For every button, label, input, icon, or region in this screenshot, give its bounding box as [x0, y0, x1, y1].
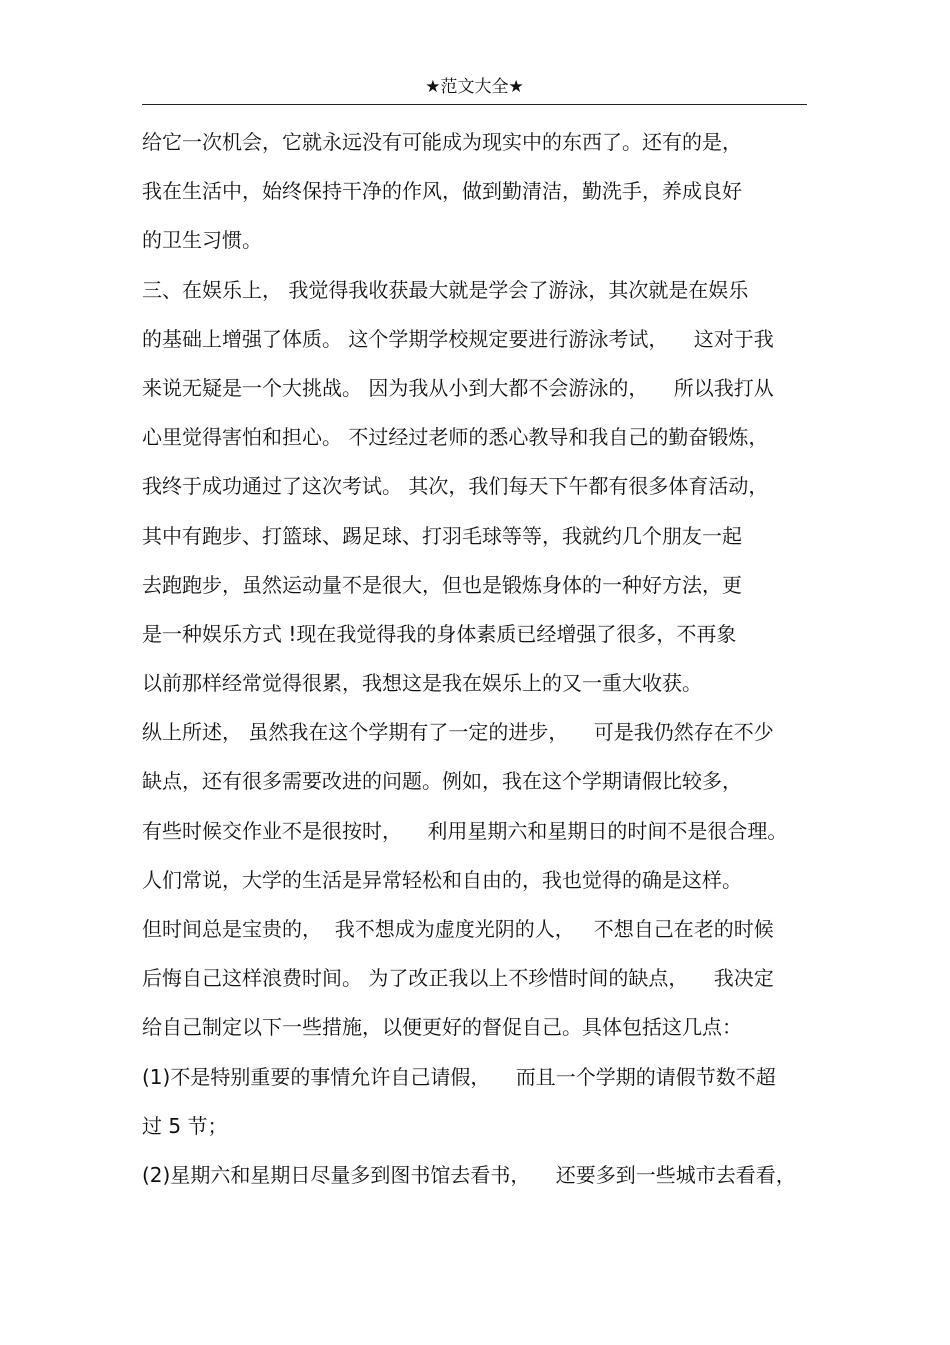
text-line: 以前那样经常觉得很累，我想这是我在娱乐上的又一重大收获。: [142, 671, 702, 696]
text-line: 三、在娱乐上， 我觉得我收获最大就是学会了游泳，其次就是在娱乐: [142, 277, 749, 302]
text-line: 过 5 节；: [142, 1113, 228, 1138]
text-line: 人们常说，大学的生活是异常轻松和自由的，我也觉得的确是这样。: [142, 867, 742, 892]
text-line: 我在生活中，始终保持干净的作风，做到勤清洁，勤洗手，养成良好: [142, 179, 742, 204]
header-title: ★范文大全★: [425, 77, 524, 97]
text-line: 给自己制定以下一些措施，以便更好的督促自己。具体包括这几点：: [142, 1015, 742, 1040]
text-line: 后悔自己这样浪费时间。 为了改正我以上不珍惜时间的缺点， 我决定: [142, 966, 774, 991]
text-line: (1)不是特别重要的事情允许自己请假， 而且一个学期的请假节数不超: [142, 1064, 776, 1089]
text-line: 但时间总是宝贵的， 我不想成为虚度光阴的人， 不想自己在老的时候: [142, 917, 774, 941]
text-line: 给它一次机会，它就永远没有可能成为现实中的东西了。还有的是，: [142, 130, 742, 154]
text-line: 去跑跑步，虽然运动量不是很大，但也是锻炼身体的一种好方法，更: [142, 572, 742, 597]
text-line: 我终于成功通过了这次考试。 其次，我们每天下午都有很多体育活动，: [142, 474, 769, 499]
text-line: 纵上所述， 虽然我在这个学期有了一定的进步， 可是我仍然存在不少: [142, 720, 774, 745]
document-body: [142, 118, 812, 1200]
text-line: (2)星期六和星期日尽量多到图书馆去看书， 还要多到一些城市去看看，: [142, 1162, 796, 1187]
header-divider: [142, 104, 807, 105]
text-line: 的卫生习惯。: [142, 228, 262, 253]
text-line: 缺点，还有很多需要改进的问题。例如，我在这个学期请假比较多，: [142, 769, 742, 794]
text-line: 是一种娱乐方式 !现在我觉得我的身体素质已经增强了很多，不再象: [142, 621, 737, 646]
text-line: 的基础上增强了体质。 这个学期学校规定要进行游泳考试， 这对于我: [142, 326, 774, 351]
text-line: 心里觉得害怕和担心。 不过经过老师的悉心教导和我自己的勤奋锻炼，: [142, 425, 769, 450]
text-line: 有些时候交作业不是很按时， 利用星期六和星期日的时间不是很合理。: [142, 818, 788, 843]
text-line: 来说无疑是一个大挑战。 因为我从小到大都不会游泳的， 所以我打从: [142, 375, 774, 400]
text-line: 其中有跑步、打篮球、踢足球、打羽毛球等等，我就约几个朋友一起: [142, 523, 742, 548]
page-header: [142, 76, 807, 98]
